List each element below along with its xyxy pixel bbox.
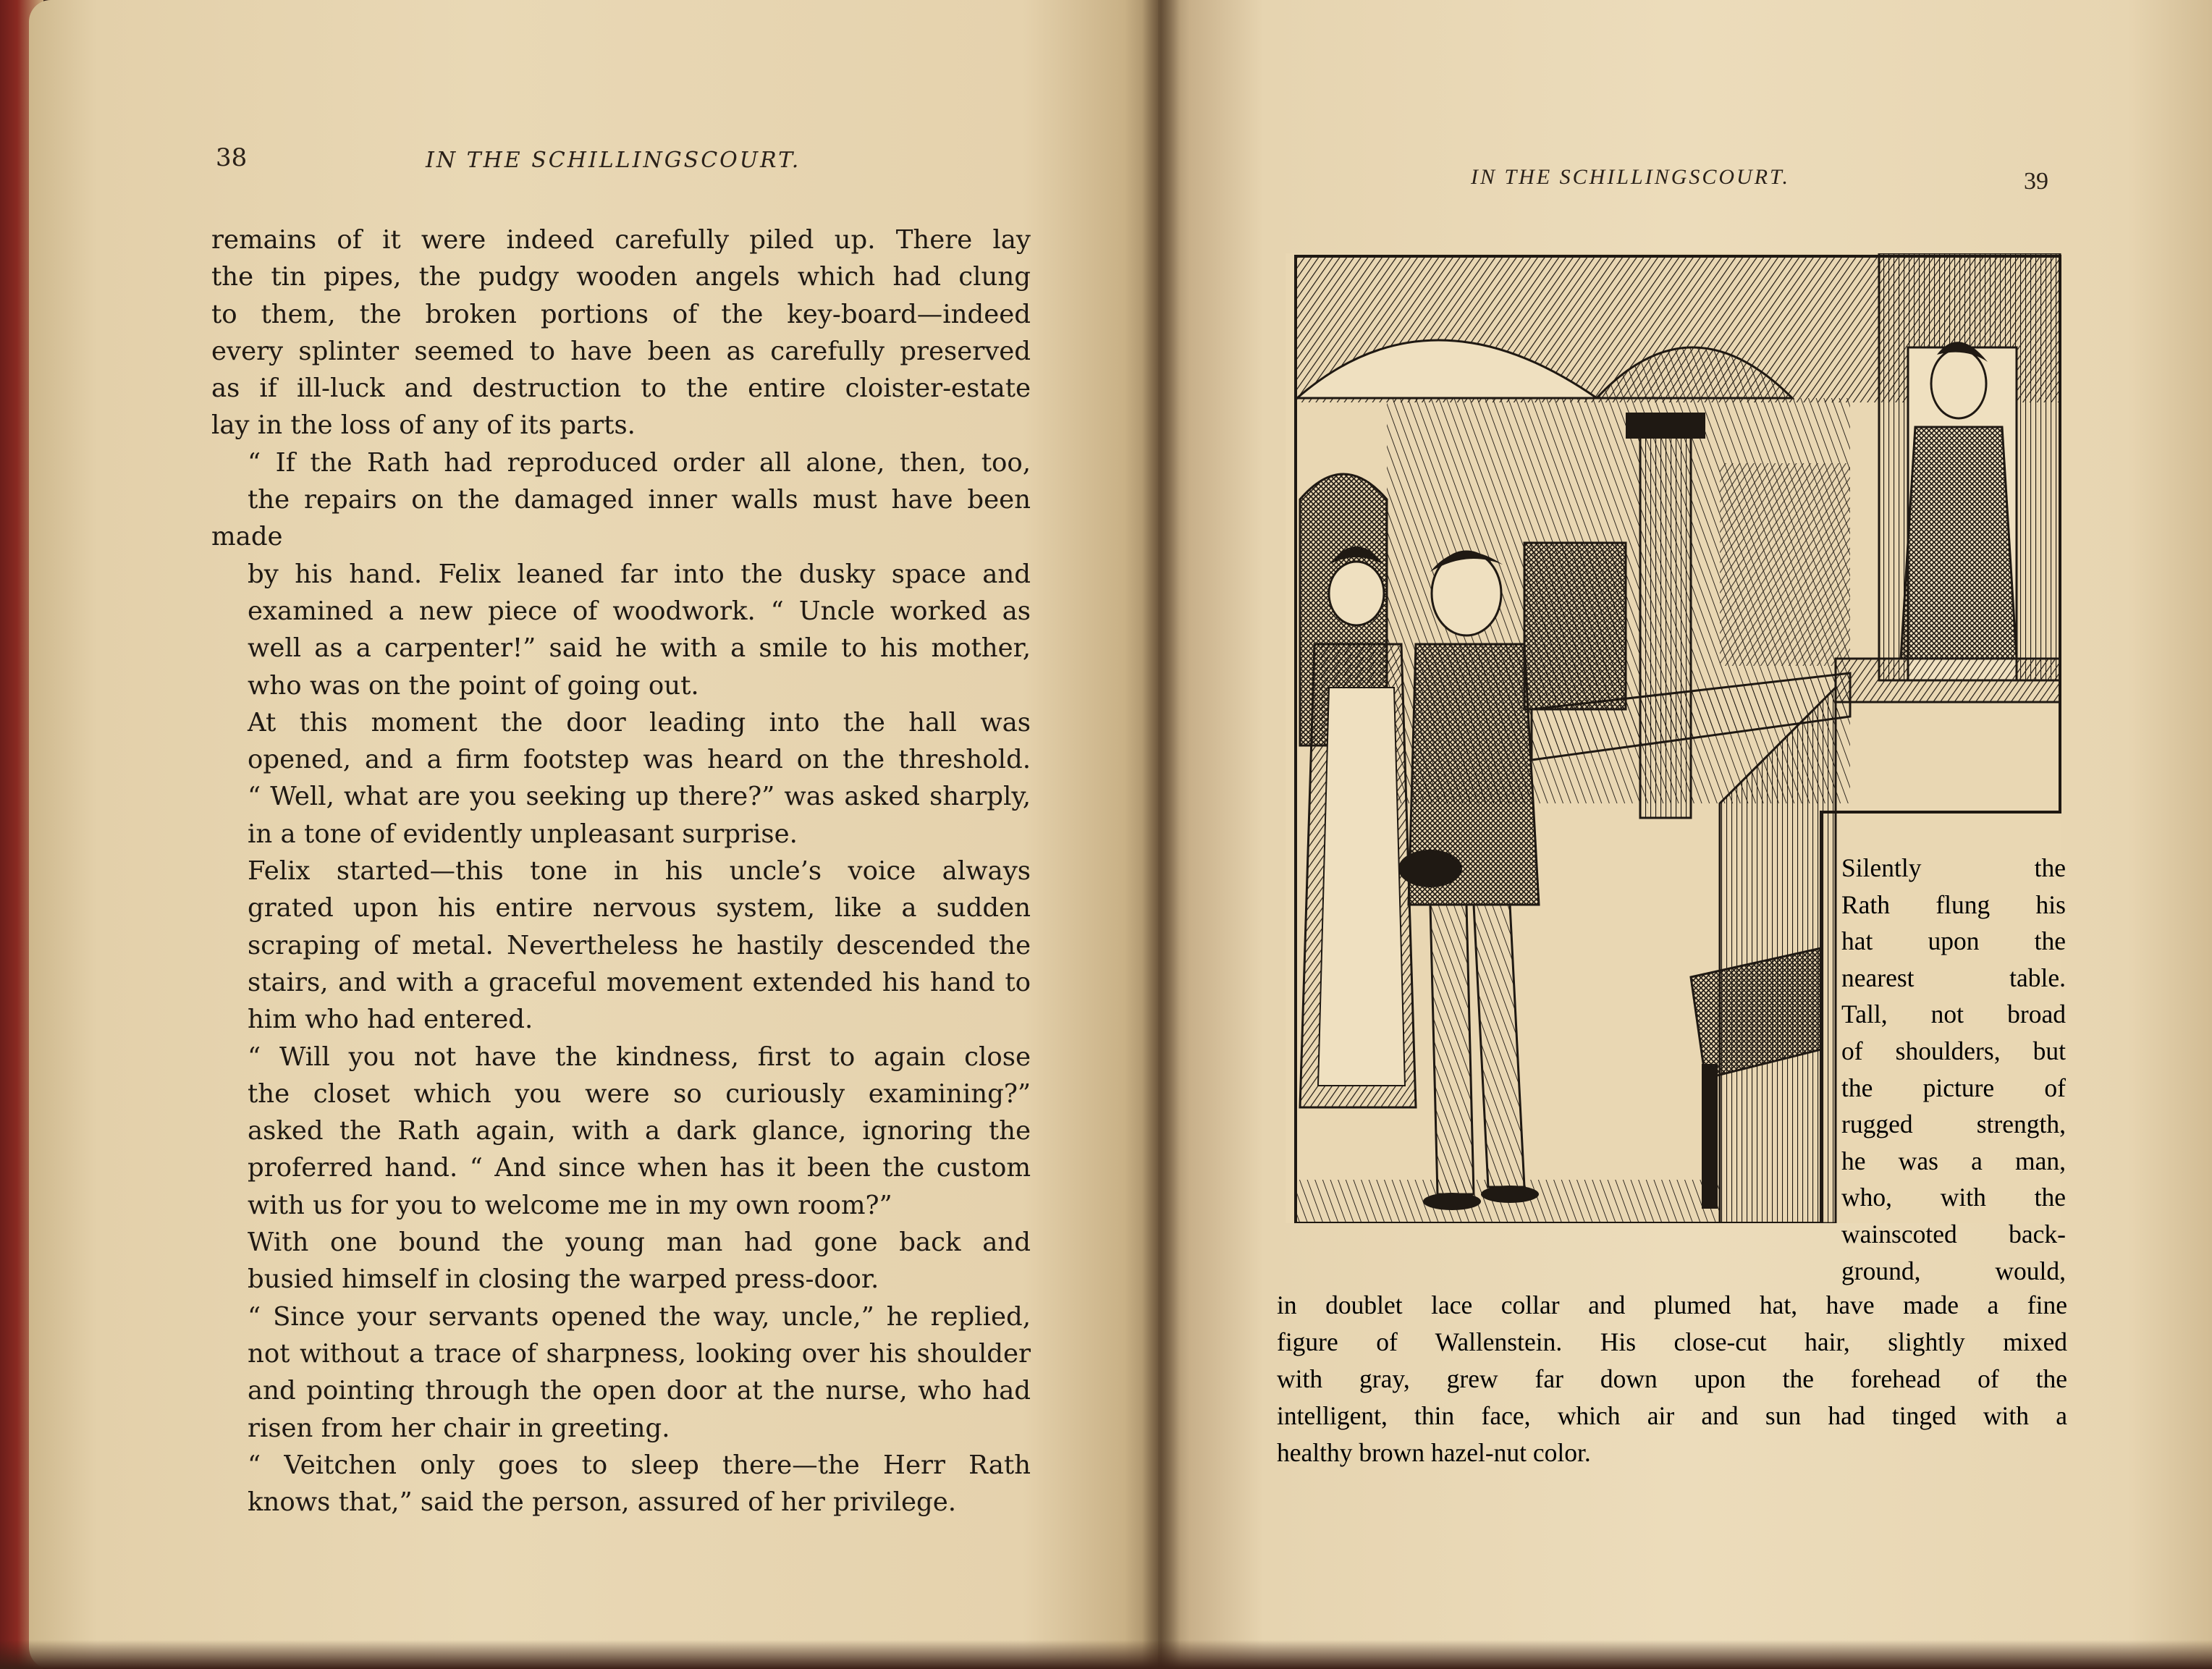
text-line: hat upon the xyxy=(1841,926,2066,956)
text-line: with us for you to welcome me in my own room?” xyxy=(248,1190,892,1220)
page-number-right: 39 xyxy=(2024,168,2048,195)
text-line: in a tone of evidently unpleasant surprise. xyxy=(248,819,798,849)
paragraph xyxy=(211,853,1031,1038)
text-line: healthy brown hazel-nut color. xyxy=(1277,1438,1591,1467)
text-line: scraping of metal. Nevertheless he hastily descended the xyxy=(248,930,1031,960)
text-line: proferred hand. “ And since when has it been the custom xyxy=(248,1153,1031,1183)
back-door xyxy=(1524,543,1626,709)
text-line: At this moment the door leading into the hall was xyxy=(248,707,1031,738)
text-line: in doublet lace collar and plumed hat, have made a fine xyxy=(1277,1290,2067,1319)
text-line: the closet which you were so curiously examining?” xyxy=(248,1078,1031,1109)
text-line: who, with the xyxy=(1841,1183,2066,1212)
text-line: “ Since your servants opened the way, uncle,” he replied, xyxy=(248,1301,1031,1332)
text-line: examined a new piece of woodwork. “ Uncle worked as xyxy=(248,596,1031,626)
text-line: “ Will you not have the kindness, first to again close xyxy=(248,1041,1031,1072)
paragraph xyxy=(211,1224,1031,1298)
young-man-head xyxy=(1931,349,1986,418)
stone-column xyxy=(1640,427,1691,818)
text-line: “ If the Rath had reproduced order all alone, then, too, xyxy=(248,447,1031,478)
text-line: “ Veitchen only goes to sleep there—the Herr Rath xyxy=(248,1450,1031,1480)
text-line: well as a carpenter!” said he with a smile to his mother, xyxy=(248,633,1031,664)
nurse-head xyxy=(1329,562,1384,625)
text-line: him who had entered. xyxy=(248,1005,533,1035)
text-line: as if ill-luck and destruction to the entire cloister-estate xyxy=(211,373,1031,404)
text-line: With one bound the young man had gone back and xyxy=(248,1228,1031,1258)
text-line: remains of it were indeed carefully piled up. There lay xyxy=(211,225,1031,255)
paragraph xyxy=(211,221,1031,444)
book-gutter xyxy=(1142,0,1180,1669)
paragraph xyxy=(211,444,1031,704)
text-line: busied himself in closing the warped press-door. xyxy=(248,1264,879,1295)
text-line: Silently the xyxy=(1841,853,2066,882)
left-page xyxy=(29,0,1158,1669)
paragraph xyxy=(211,1447,1031,1521)
text-line: and pointing through the open door at the nurse, who had xyxy=(248,1376,1031,1406)
text-line: figure of Wallenstein. His close-cut hair, slightly mixed xyxy=(1277,1327,2067,1356)
text-line: who was on the point of going out. xyxy=(248,670,699,701)
paragraph xyxy=(211,1039,1031,1224)
text-line: risen from her chair in greeting. xyxy=(248,1413,670,1443)
rath-hat xyxy=(1398,850,1462,887)
running-head-left: IN THE SCHILLINGSCOURT. xyxy=(426,148,801,173)
text-line: he was a man, xyxy=(1841,1146,2066,1175)
text-line: knows that,” said the person, assured of her privilege. xyxy=(248,1487,957,1518)
text-line: by his hand. Felix leaned far into the dusky space and xyxy=(248,559,1031,589)
text-line: not without a trace of sharpness, looking over his shoulder xyxy=(248,1338,1031,1369)
paragraph xyxy=(211,1298,1031,1447)
running-head-right: IN THE SCHILLINGSCOURT. xyxy=(1471,165,1790,189)
text-line: opened, and a firm footstep was heard on the threshold. xyxy=(248,745,1031,775)
text-line: wainscoted back- xyxy=(1841,1219,2066,1248)
text-line: with gray, grew far down upon the forehead of the xyxy=(1277,1364,2067,1393)
paragraph xyxy=(211,704,1031,853)
text-line: the repairs on the damaged inner walls must have been made xyxy=(211,485,1031,552)
text-line: Tall, not broad xyxy=(1841,1000,2066,1029)
text-line: asked the Rath again, with a dark glance, ignoring the xyxy=(248,1116,1031,1146)
text-line: stairs, and with a graceful movement extended his hand to xyxy=(248,967,1031,997)
text-line: rugged strength, xyxy=(1841,1110,2066,1139)
text-line: Felix started—this tone in his uncle’s voice always xyxy=(248,856,1031,887)
text-line: of shoulders, but xyxy=(1841,1036,2066,1065)
young-man-body xyxy=(1901,427,2017,659)
right-body-text xyxy=(1277,1287,2067,1471)
left-body-text xyxy=(211,221,1031,1521)
page-number-left: 38 xyxy=(216,143,248,172)
text-line: nearest table. xyxy=(1841,963,2066,992)
page-bottom-shadow xyxy=(0,1640,2212,1669)
text-line: grated upon his entire nervous system, like a sudden xyxy=(248,893,1031,924)
text-line: to them, the broken portions of the key-board—indeed xyxy=(211,299,1031,329)
text-line: lay in the loss of any of its parts. xyxy=(211,410,636,441)
text-line: the tin pipes, the pudgy wooden angels which had clung xyxy=(211,262,1031,292)
text-line: ground, would, xyxy=(1841,1256,2066,1285)
wrap-text-block xyxy=(1841,850,2066,1289)
text-line: Rath flung his xyxy=(1841,890,2066,919)
text-line: “ Well, what are you seeking up there?” was asked sharply, xyxy=(248,782,1031,812)
text-line: the picture of xyxy=(1841,1073,2066,1102)
text-line: every splinter seemed to have been as carefully preserved xyxy=(211,336,1031,366)
text-line: intelligent, thin face, which air and sun had tinged with a xyxy=(1277,1401,2067,1430)
balustrade xyxy=(1836,659,2060,702)
